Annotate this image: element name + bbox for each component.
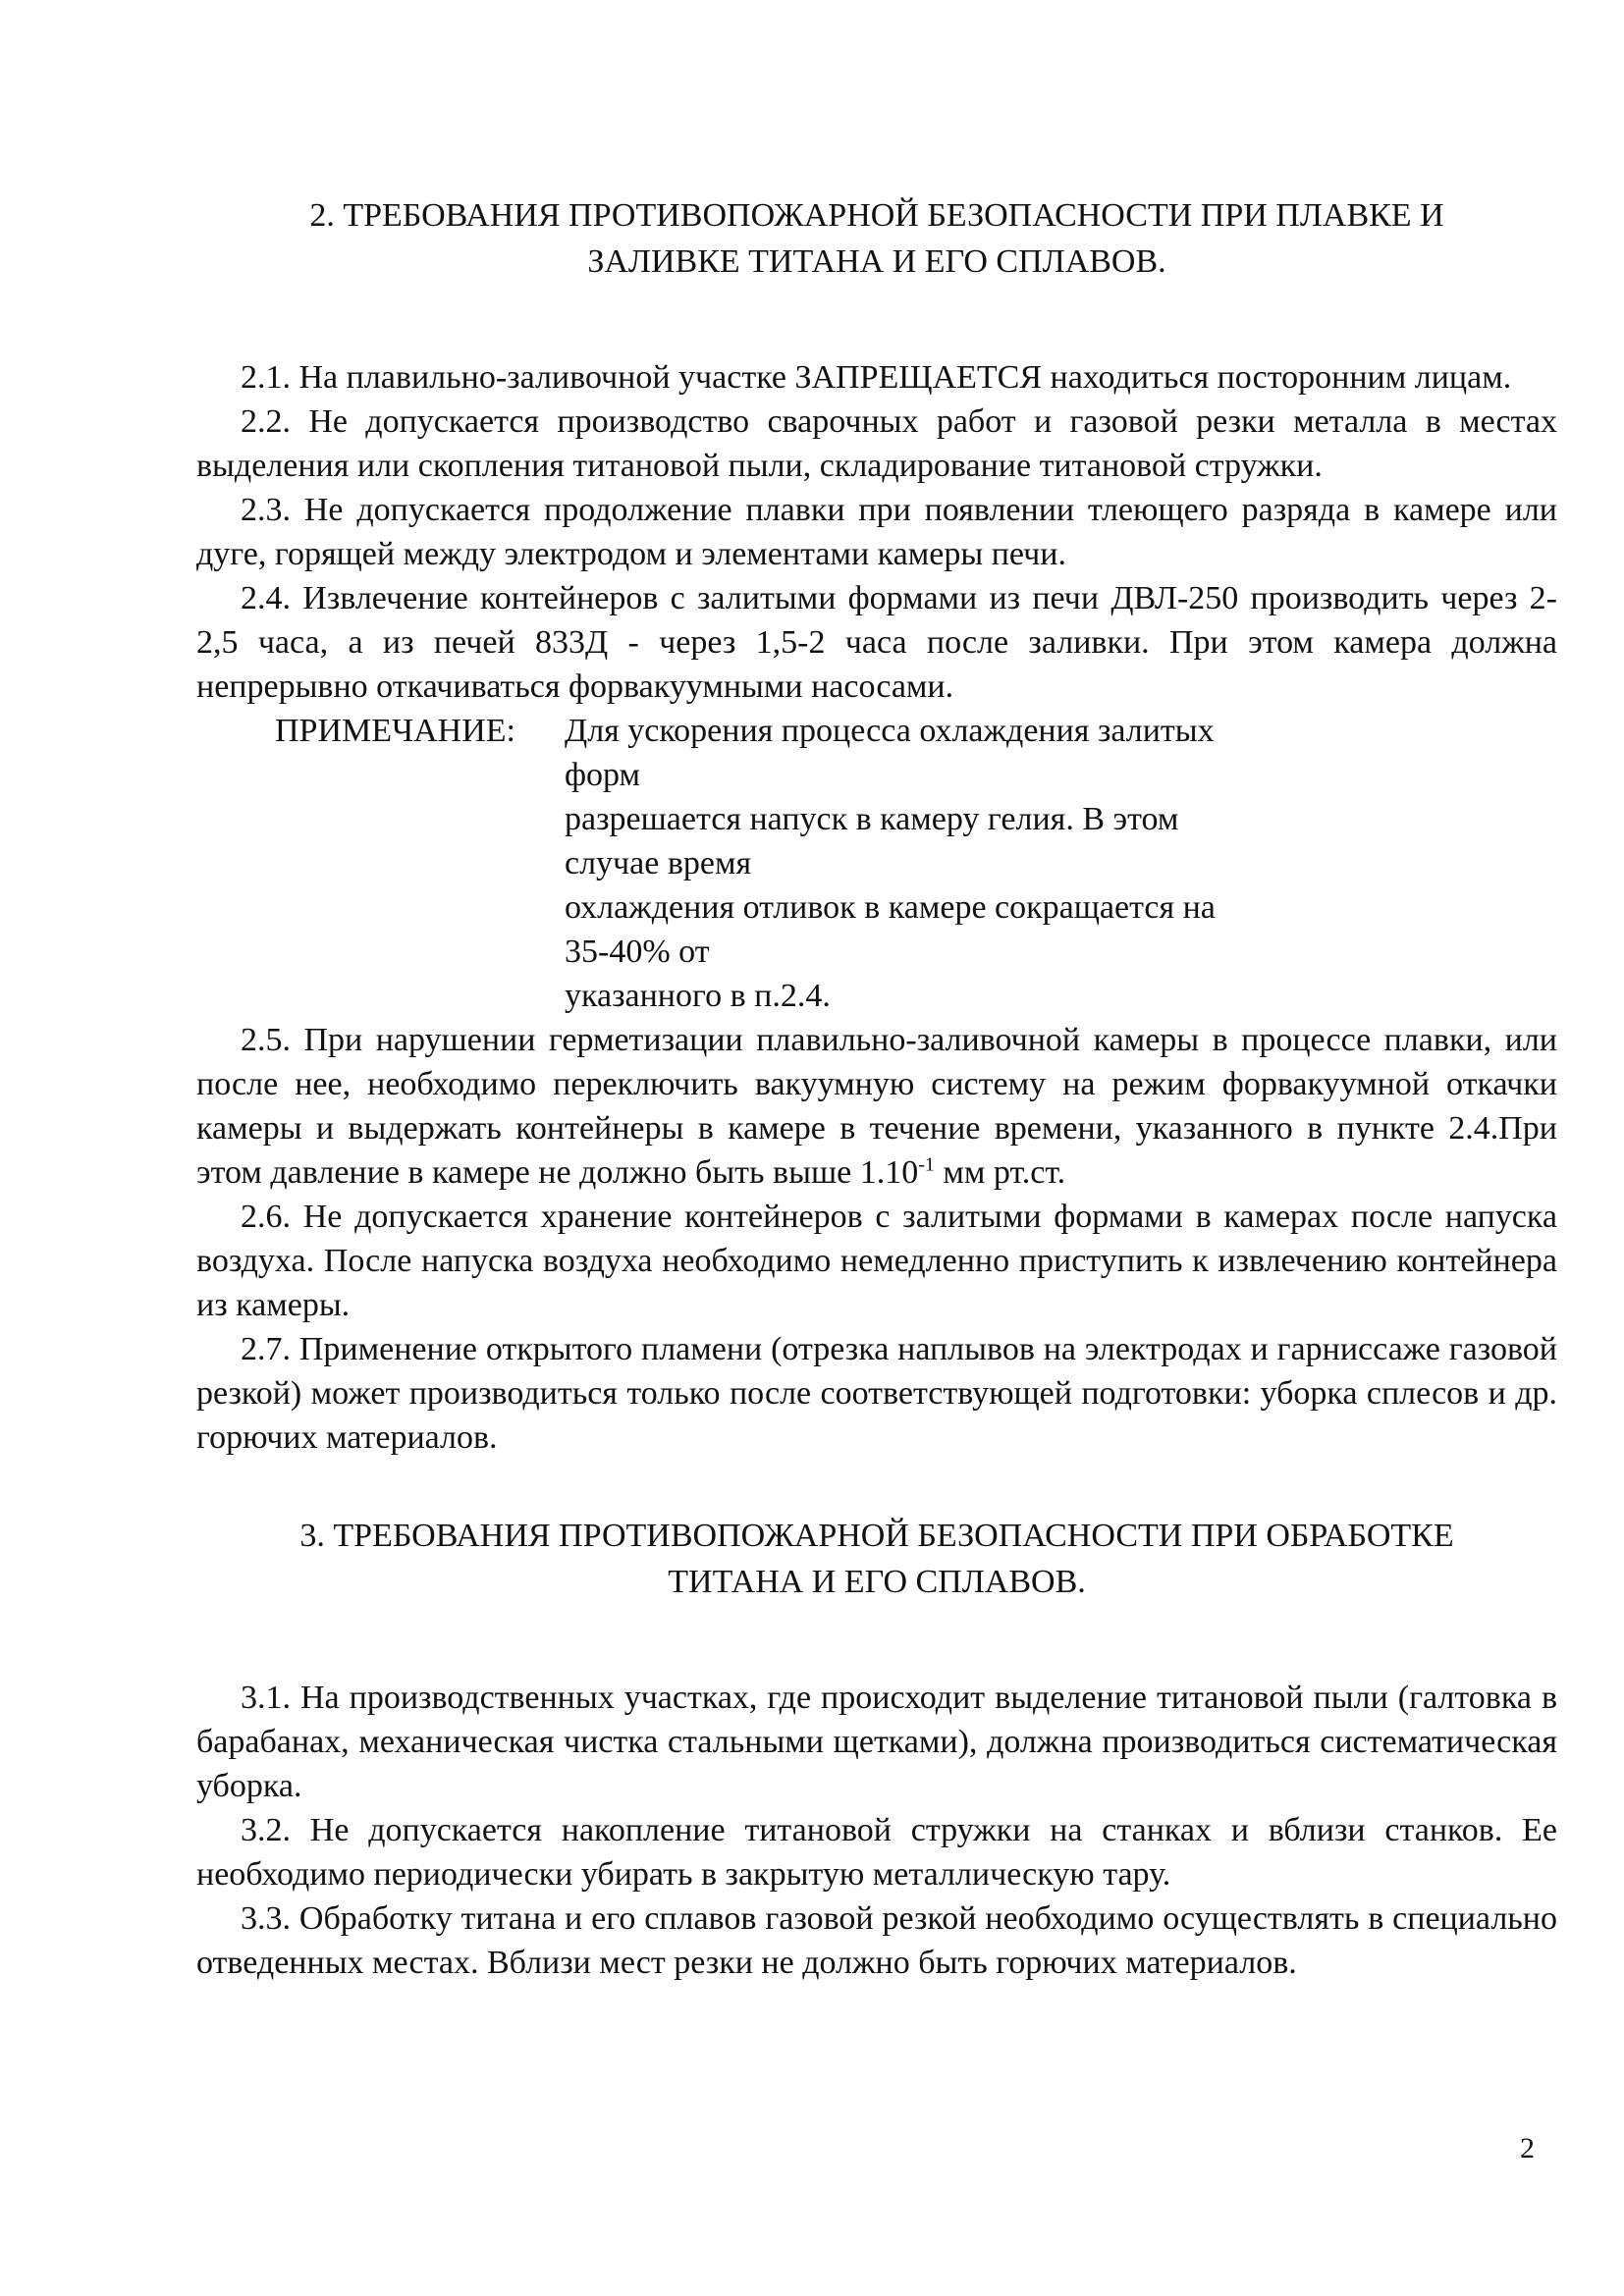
- section-2-title: [196, 192, 1557, 285]
- paragraph-2-2: 2.2. Не допускается производство сварочных работ и газовой резки металла в местах выделения или скопления титановой пыли, складирование титановой стружки.: [196, 403, 1557, 484]
- note-block: ПРИМЕЧАНИЕ: Для ускорения процесса охлаждения залитых форм разрешается напуск в камеру гелия. В этом случае время охлаждения отливок в камере сокращается на 35-40% от указанного в п.2.4.: [196, 709, 1557, 1018]
- section-3-title: [196, 1513, 1557, 1605]
- paragraph-2-7: 2.7. Применение открытого пламени (отрезка наплывов на электродах и гарниссаже газовой резкой) может производиться только после соответствующей подготовки: уборка сплесов и др. горючих материалов.: [196, 1331, 1557, 1456]
- paragraph-2-5-unit: мм рт.ст.: [934, 1154, 1066, 1191]
- paragraph-3-2: 3.2. Не допускается накопление титановой стружки на станках и вблизи станков. Ее необходимо периодически убирать в закрытую металлическую тару.: [196, 1812, 1557, 1893]
- paragraph-2-3: 2.3. Не допускается продолжение плавки при появлении тлеющего разряда в камере или дуге, горящей между электродом и элементами камеры печи.: [196, 492, 1557, 572]
- exponent: -1: [918, 1153, 935, 1176]
- note-line-1: Для ускорения процесса охлаждения залитых форм: [565, 713, 1215, 793]
- section-3-title-line-2: ТИТАНА И ЕГО СПЛАВОВ.: [668, 1564, 1086, 1600]
- page-number: 2: [1520, 2132, 1535, 2164]
- note-line-2: разрешается напуск в камеру гелия. В этом случае время: [565, 801, 1179, 881]
- paragraph-3-1: 3.1. На производственных участках, где происходит выделение титановой пыли (галтовка в барабанах, механическая чистка стальными щетками), должна производиться систематическая уборка.: [196, 1680, 1557, 1804]
- note-body: [565, 709, 1252, 1018]
- note-line-3: охлаждения отливок в камере сокращается на 35-40% от: [565, 889, 1216, 970]
- section-3-title-line-1: 3. ТРЕБОВАНИЯ ПРОТИВОПОЖАРНОЙ БЕЗОПАСНОСТИ ПРИ ОБРАБОТКЕ: [299, 1518, 1454, 1554]
- paragraph-2-5: [196, 1018, 1557, 1195]
- page-content: [196, 192, 1557, 1985]
- section-2-title-line-2: ЗАЛИВКЕ ТИТАНА И ЕГО СПЛАВОВ.: [587, 243, 1166, 280]
- note-line-4: указанного в п.2.4.: [565, 978, 831, 1014]
- paragraph-2-4: 2.4. Извлечение контейнеров с залитыми формами из печи ДВЛ-250 производить через 2-2,5 часа, а из печей 833Д - через 1,5-2 часа после заливки. При этом камера должна непрерывно откачиваться форвакуумными насосами.: [196, 580, 1557, 705]
- paragraph-3-3: 3.3. Обработку титана и его сплавов газовой резкой необходимо осуществлять в специально отведенных местах. Вблизи мест резки не должно быть горючих материалов.: [196, 1900, 1557, 1981]
- section-2-title-line-1: 2. ТРЕБОВАНИЯ ПРОТИВОПОЖАРНОЙ БЕЗОПАСНОСТИ ПРИ ПЛАВКЕ И: [309, 197, 1444, 234]
- paragraph-2-1: 2.1. На плавильно-заливочной участке ЗАПРЕЩАЕТСЯ находиться посторонним лицам.: [241, 359, 1512, 396]
- paragraph-2-5-text: 2.5. При нарушении герметизации плавильно-заливочной камеры в процессе плавки, или после нее, необходимо переключить вакуумную систему на режим форвакуумной откачки камеры и выдержать контейнеры в камере в течение времени, указанного в пункте 2.4.При этом давление в камере не должно быть выше 1.10: [196, 1022, 1557, 1191]
- paragraph-2-6: 2.6. Не допускается хранение контейнеров с залитыми формами в камерах после напуска воздуха. После напуска воздуха необходимо немедленно приступить к извлечению контейнера из камеры.: [196, 1199, 1557, 1323]
